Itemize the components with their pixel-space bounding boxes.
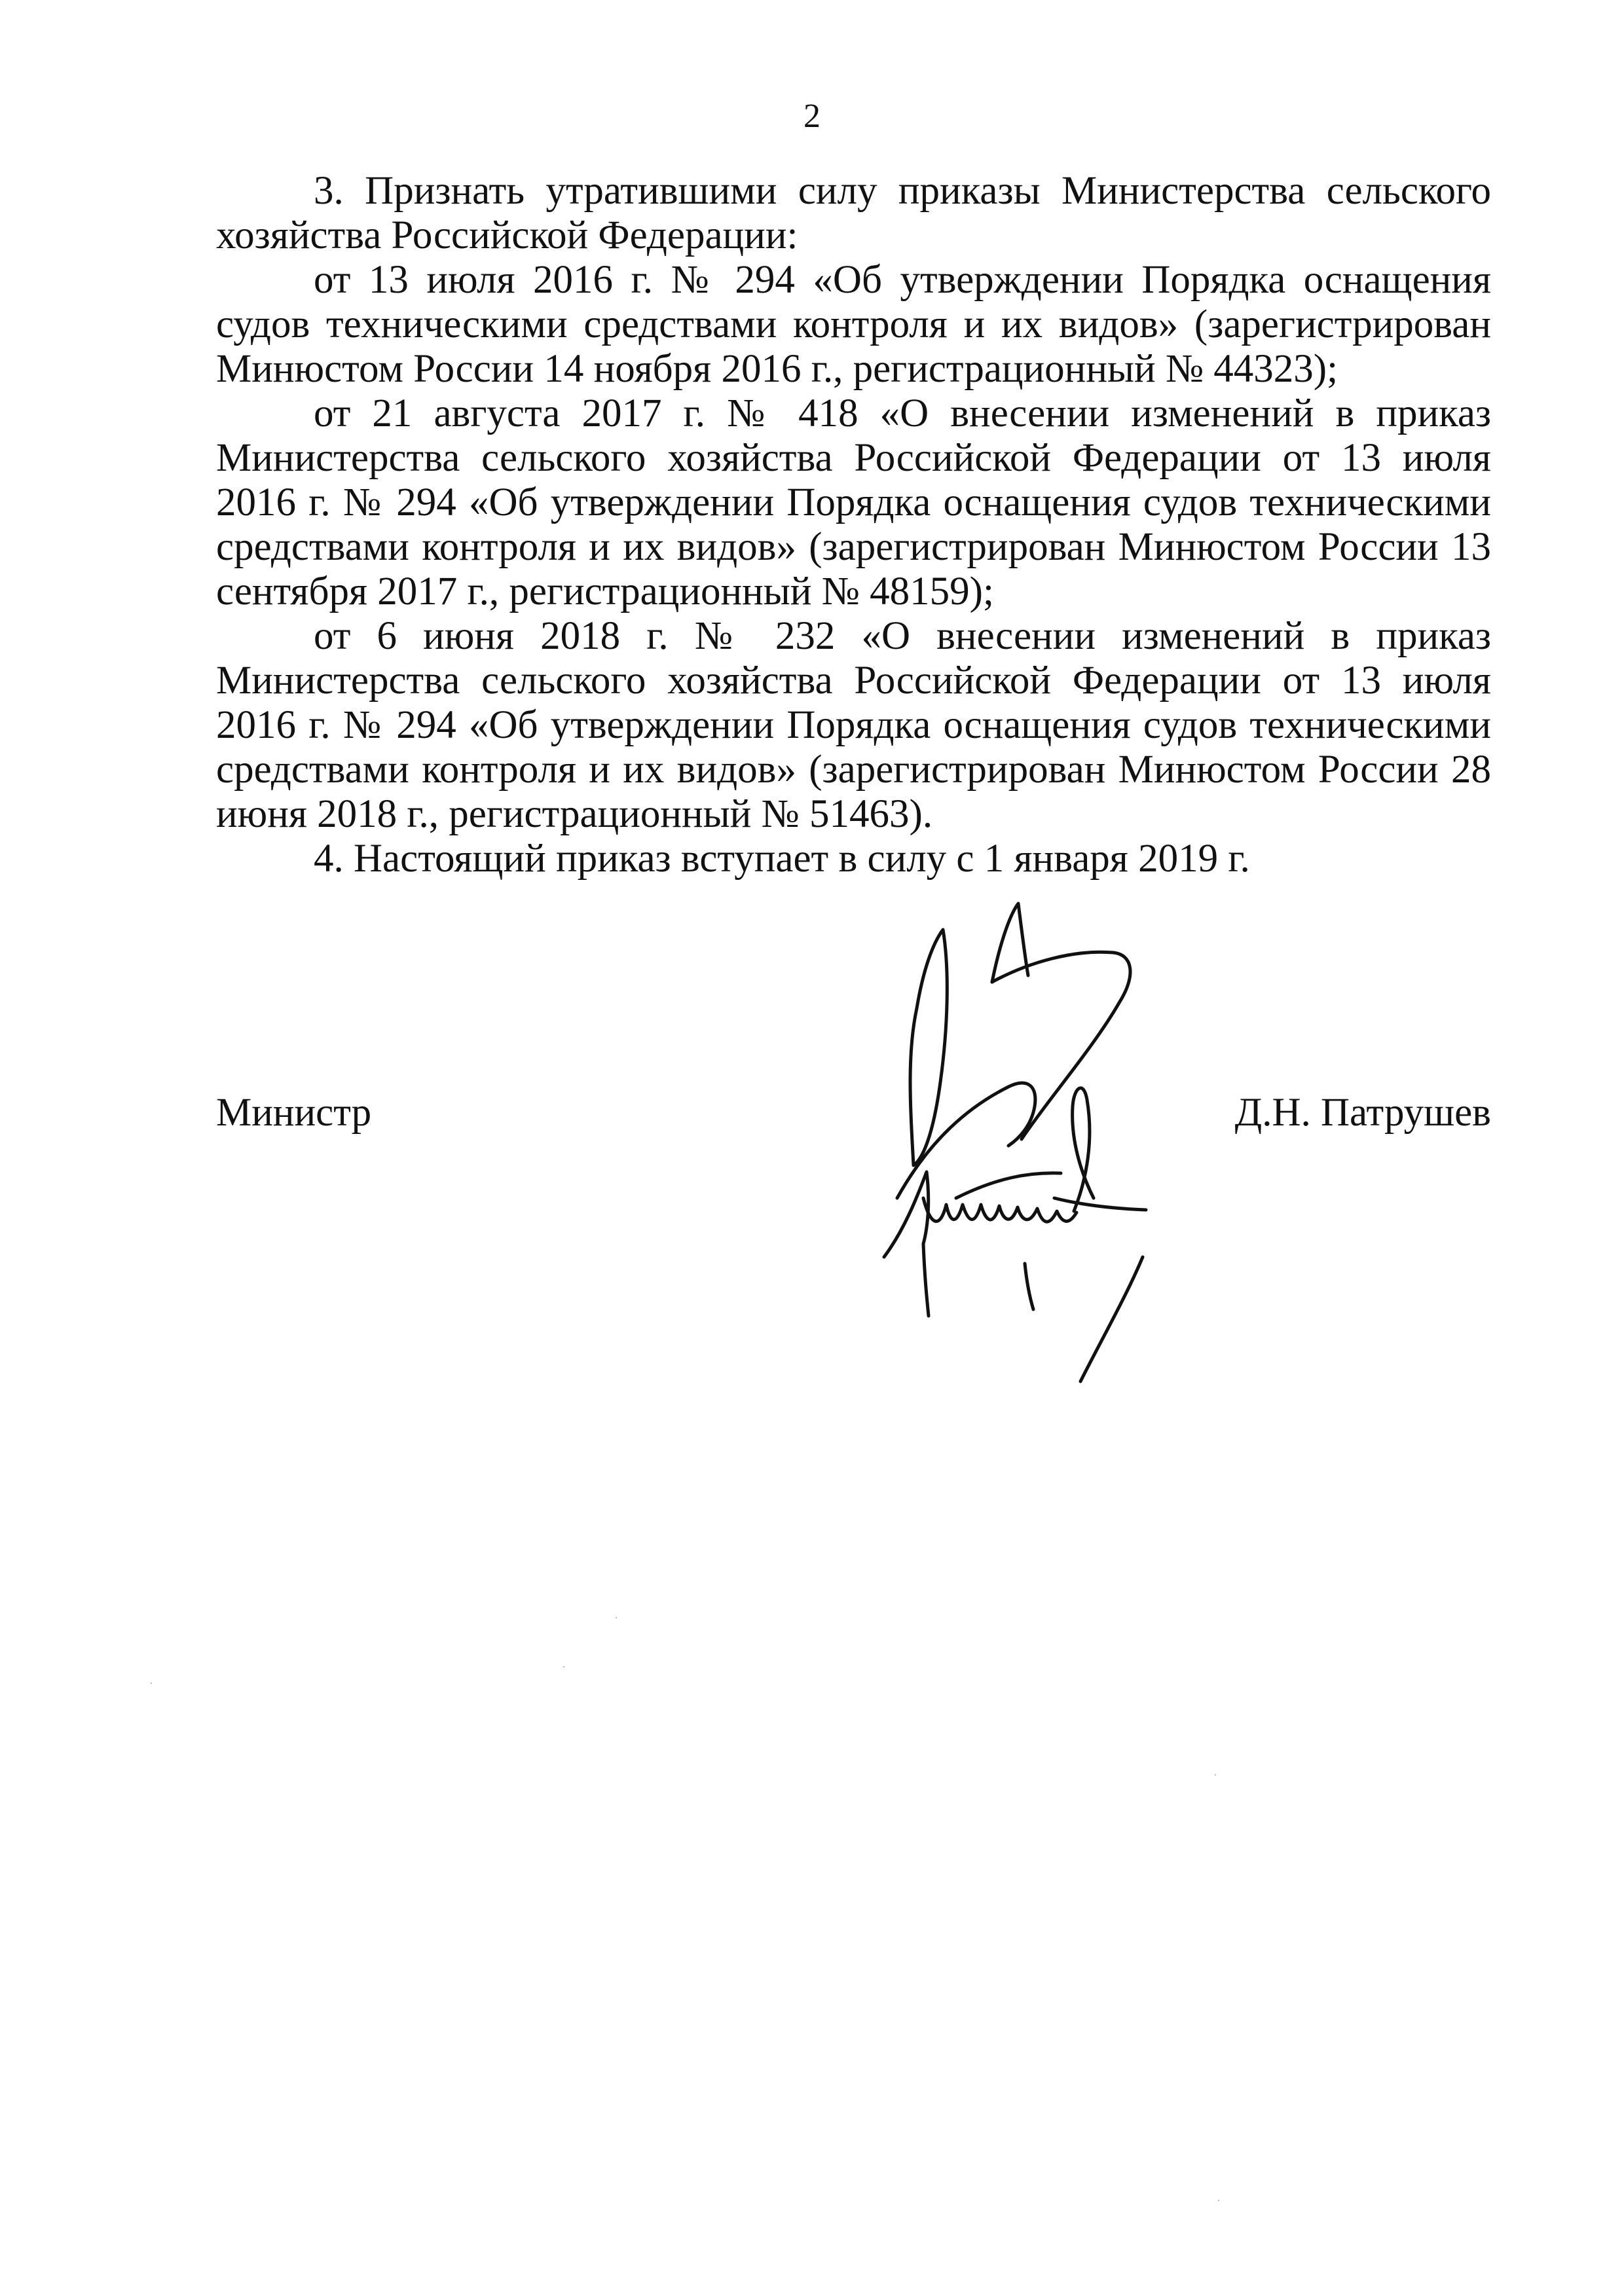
document-body <box>216 169 1491 881</box>
handwritten-signature <box>877 890 1172 1388</box>
paragraph-order-2018-232: от 6 июня 2018 г. № 232 «О внесении изменений в приказ Министерства сельского хозяйства Российской Федерации от 13 июля 2016 г. № 294 «Об утверждении Порядка оснащения судов техническими средствами контроля и их видов» (зарегистрирован Минюстом России 28 июня 2018 г., регистрационный № 51463). <box>216 614 1491 836</box>
page-number: 2 <box>803 98 821 135</box>
signature-block <box>216 1087 1491 1139</box>
paragraph-order-2016-294: от 13 июля 2016 г. № 294 «Об утверждении Порядка оснащения судов техническими средствами контроля и их видов» (зарегистрирован Минюстом России 14 ноября 2016 г., регистрационный № 44323); <box>216 258 1491 391</box>
signatory-name: Д.Н. Патрушев <box>1234 1091 1491 1135</box>
paragraph-item-4: 4. Настоящий приказ вступает в силу с 1 января 2019 г. <box>314 837 1250 881</box>
paragraph-order-2017-418: от 21 августа 2017 г. № 418 «О внесении изменений в приказ Министерства сельского хозяйства Российской Федерации от 13 июля 2016 г. № 294 «Об утверждении Порядка оснащения судов техническими средствами контроля и их видов» (зарегистрирован Минюстом России 13 сентября 2017 г., регистрационный № 48159); <box>216 392 1491 613</box>
signatory-title: Министр <box>216 1091 372 1135</box>
paragraph-item-3: 3. Признать утратившими силу приказы Министерства сельского хозяйства Российской Федерации: <box>216 169 1491 257</box>
